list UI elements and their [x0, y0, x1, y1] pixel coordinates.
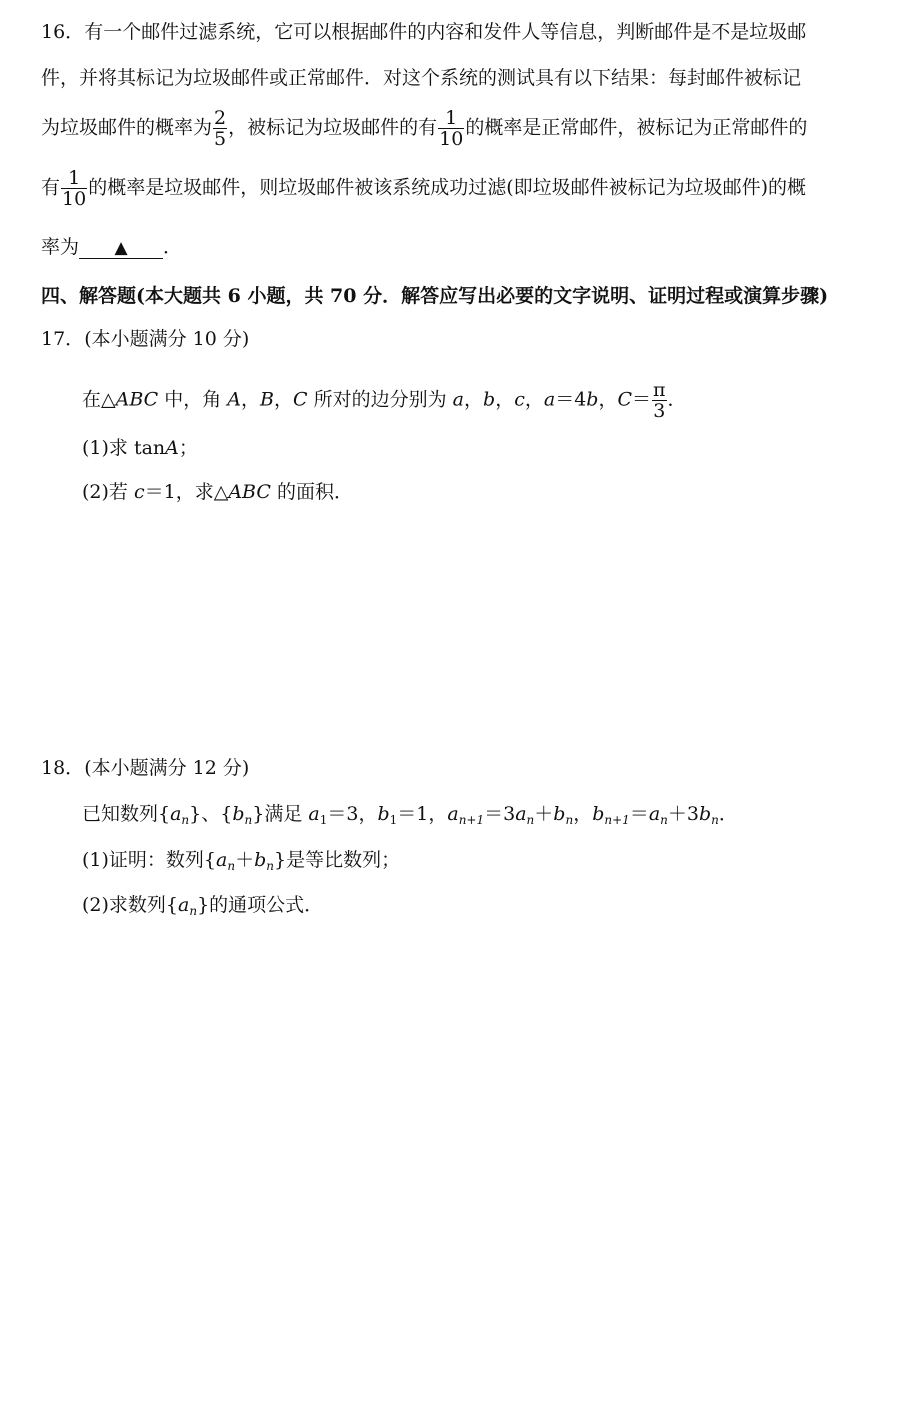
q18-header — [41, 756, 249, 780]
answer-blank — [79, 238, 163, 259]
q17-stem: 在△ABC 中，角 A，B，C 所对的边分别为 a，b，c，a＝4b，C＝ $\frac{\pi}{3}$ ． — [82, 379, 687, 422]
fraction-one-tenth: $\frac{1}{10}$ — [62, 167, 87, 210]
q16-line4: 有 $\frac{1}{10}$ 的概率是垃圾邮件，则垃圾邮件被该系统成功过滤(即垃圾邮件被标记为垃圾邮件)的概 — [41, 167, 807, 210]
fraction-two-fifths: $\frac{2}{5}$ — [214, 107, 227, 150]
q18-part1: (1)证明：数列$\{a_n+b_n\}$是等比数列； — [82, 849, 401, 873]
triangle-mark-icon: ▲ — [114, 238, 128, 258]
q17-header — [41, 327, 249, 351]
q17-number: 17． — [41, 328, 85, 350]
q17-points: (本小题满分 10 分) — [84, 328, 250, 350]
section-heading: 四、解答题(本大题共 6 小题，共 70 分．解答应写出必要的文字说明、证明过程或演算步骤) — [41, 285, 829, 307]
q17-part2: (2)若 c＝1，求△ABC 的面积． — [82, 481, 353, 503]
q16-line2: 件，并将其标记为垃圾邮件或正常邮件．对这个系统的测试具有以下结果：每封邮件被标记 — [41, 67, 802, 89]
q16-number: 16． — [41, 21, 85, 43]
q18-number: 18． — [41, 757, 85, 779]
fraction-pi-over-three: $\frac{\pi}{3}$ — [653, 379, 666, 422]
q17-part1: (1)求 tanA； — [82, 437, 198, 459]
q18-part2: (2)求数列$\{a_n\}$的通项公式． — [82, 894, 324, 918]
q18-stem: 已知数列$\{a_n\}$、$\{b_n\}$满足 $a_1=3$，$b_1=1$，$a_{n+1}=3a_n+b_n$，$b_{n+1}=a_n+3b_n$． — [82, 803, 738, 827]
q18-points: (本小题满分 12 分) — [84, 757, 250, 779]
q16-line1: 16．有一个邮件过滤系统，它可以根据邮件的内容和发件人等信息，判断邮件是不是垃圾邮 — [41, 21, 807, 43]
q16-line3: 为垃圾邮件的概率为 $\frac{2}{5}$ ，被标记为垃圾邮件的有 $\frac{1}{10}$ 的概率是正常邮件，被标记为正常邮件的 — [41, 107, 808, 150]
fraction-one-tenth: $\frac{1}{10}$ — [439, 107, 464, 150]
q16-line5: 率为 ▲ ． — [41, 236, 183, 258]
